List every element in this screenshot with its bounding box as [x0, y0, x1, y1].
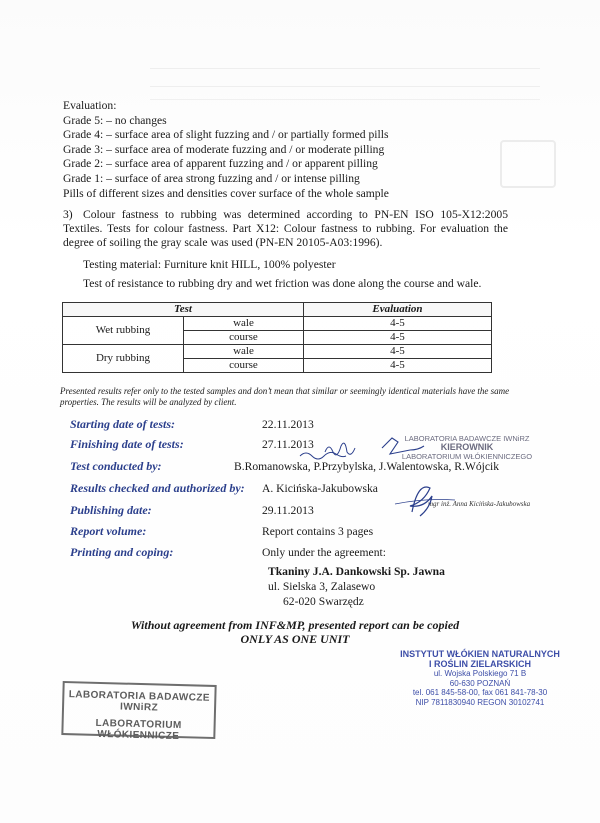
direction-cell: course [184, 331, 304, 345]
finishing-date-row [70, 437, 314, 452]
results-disclaimer: Presented results refer only to the tested samples and don’t mean that similar or seemingly identical materials have the same properties. The results will be analyzed by client. [60, 386, 510, 407]
table-row [63, 345, 492, 359]
show-through-logo [500, 140, 556, 188]
notice-line-2: ONLY AS ONE UNIT [240, 632, 350, 646]
report-volume-label: Report volume: [70, 524, 147, 538]
institute-stamp [400, 650, 560, 707]
value-cell: 4-5 [303, 331, 491, 345]
direction-cell: wale [184, 345, 304, 359]
test-method: Test of resistance to rubbing dry and wet friction was done along the course and wale. [83, 277, 482, 290]
lab-stamp-line-2: KIEROWNIK [440, 442, 494, 452]
checked-by-label: Results checked and authorized by: [70, 481, 245, 495]
starting-date-value: 22.11.2013 [262, 418, 314, 431]
report-volume-value: Report contains 3 pages [262, 525, 374, 538]
group-dry-rubbing: Dry rubbing [63, 345, 184, 373]
printing-value: Only under the agreement: [262, 546, 386, 559]
checked-by-value: A. Kicińska-Jakubowska [262, 482, 378, 495]
header-test: Test [63, 303, 304, 317]
printing-label: Printing and coping: [70, 545, 174, 559]
direction-cell: course [184, 359, 304, 373]
evaluation-heading: Evaluation: [63, 99, 117, 112]
laboratory-head-stamp [392, 434, 542, 461]
header-evaluation: Evaluation [303, 303, 491, 317]
rect-stamp-line-2: LABORATORIUM WŁÓKIENNICZE [95, 717, 182, 743]
client-city: 62-020 Swarzędz [283, 595, 364, 608]
report-volume-row [70, 524, 373, 539]
client-name: Tkaniny J.A. Dankowski Sp. Jawna [268, 565, 445, 578]
institute-line-4: 60-630 POZNAŃ [449, 678, 511, 688]
table-row [63, 317, 492, 331]
grade-3-line: Grade 3: – surface area of moderate fuzzing and / or moderate pilling [63, 142, 385, 156]
client-street: ul. Sielska 3, Zalasewo [268, 580, 376, 593]
lab-stamp-line-3: LABORATORIUM WŁÓKIENNICZEGO [401, 452, 533, 461]
finishing-date-value: 27.11.2013 [262, 438, 314, 451]
checked-by-row [70, 481, 378, 496]
results-table [62, 302, 492, 373]
laboratory-rect-stamp [61, 681, 216, 743]
institute-line-2: I ROŚLIN ZIELARSKICH [428, 658, 531, 669]
institute-line-1: INSTYTUT WŁÓKIEN NATURALNYCH [400, 649, 560, 659]
publishing-date-value: 29.11.2013 [262, 504, 314, 517]
group-wet-rubbing: Wet rubbing [63, 317, 184, 345]
grade-1-line: Grade 1: – surface of area strong fuzzing and / or intense pilling [63, 171, 360, 185]
grade-4-line: Grade 4: – surface area of slight fuzzing and / or partially formed pills [63, 128, 389, 142]
starting-date-row [70, 417, 314, 432]
signer-name: mgr inż. Anna Kicińska-Jakubowska [428, 500, 531, 508]
institute-line-6: NIP 7811830940 REGON 30102741 [415, 697, 545, 707]
lab-stamp-line-1: LABORATORIA BADAWCZE IWNiRZ [404, 434, 530, 443]
table-header-row [63, 303, 492, 317]
value-cell: 4-5 [303, 359, 491, 373]
copy-restriction-notice [60, 618, 530, 646]
evaluation-legend [63, 99, 389, 201]
section-3-text: Colour fastness to rubbing was determined according to PN-EN ISO 105-X12:2005 Textiles. Tests for colour fastness. Part X12: Colour fastness to rubbing. For evaluation the degree of soiling the gray scale was used (PN-EN 20105-A03:1996). [63, 208, 508, 249]
rect-stamp-line-1: LABORATORIA BADAWCZE IWNiRZ [68, 689, 211, 714]
starting-date-label: Starting date of tests: [70, 417, 176, 431]
conducted-by-row [70, 459, 499, 474]
conducted-by-value: B.Romanowska, P.Przybylska, J.Walentowska, R.Wójcik [234, 460, 500, 473]
direction-cell: wale [184, 317, 304, 331]
institute-line-5: tel. 061 845-58-00, fax 061 841-78-30 [412, 688, 548, 697]
value-cell: 4-5 [303, 345, 491, 359]
grade-2-line: Grade 2: – surface area of apparent fuzzing and / or apparent pilling [63, 157, 378, 171]
institute-line-3: ul. Wojska Polskiego 71 B [433, 669, 527, 678]
finishing-date-label: Finishing date of tests: [70, 437, 184, 451]
conducted-by-label: Test conducted by: [70, 459, 162, 473]
printing-row [70, 545, 386, 560]
notice-line-1: Without agreement from INF&MP, presented report can be copied [130, 618, 460, 632]
value-cell: 4-5 [303, 317, 491, 331]
section-number: 3) [63, 208, 73, 221]
publishing-date-label: Publishing date: [70, 503, 152, 517]
grade-5-line: Grade 5: – no changes [63, 113, 167, 127]
publishing-date-row [70, 503, 314, 518]
testing-material: Testing material: Furniture knit HILL, 100% polyester [83, 258, 336, 271]
section-3-paragraph [63, 208, 508, 250]
grade-note-line: Pills of different sizes and densities cover surface of the whole sample [63, 186, 389, 200]
